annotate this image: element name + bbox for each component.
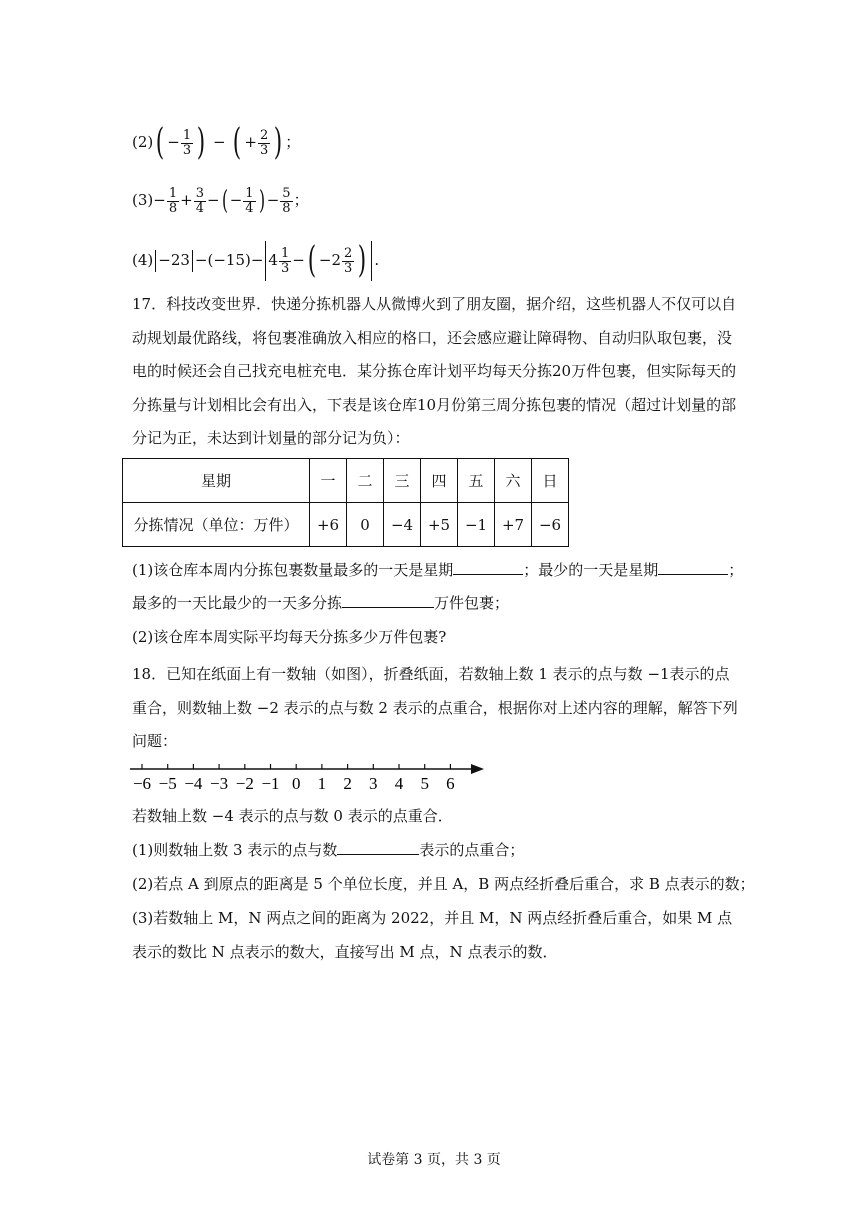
axis-tick-label: −2 [235, 774, 254, 793]
axis-tick-label: 0 [291, 774, 301, 793]
page-footer: 试卷第 3 页，共 3 页 [367, 1152, 501, 1168]
fraction: $\frac{5}{8}$ [282, 185, 291, 216]
axis-tick-label: 4 [394, 774, 404, 793]
q16-part4: (4) −23 −(−15)− 4 $\frac{1}{3}$ −( −2 $\frac{2}{3}$ ) . [132, 240, 380, 281]
axis-tick-label: 5 [420, 774, 429, 793]
q17-sub1: (1)该仓库本周内分拣包裹数量最多的一天是星期 ；最少的一天是星期 ； [132, 561, 744, 579]
row-label: 分拣情况（单位：万件） [123, 503, 310, 547]
arrow-head-icon [471, 764, 484, 774]
number-line [128, 756, 488, 796]
q18-sub1: (1)则数轴上数 3 表示的点与数 表示的点重合； [132, 841, 525, 859]
table-header: 二 [347, 459, 384, 503]
table-header: 一 [310, 459, 347, 503]
fraction: $\frac{1}{3}$ [280, 245, 290, 276]
axis-tick-label: 6 [446, 774, 455, 793]
fraction: $\frac{2}{3}$ [344, 245, 353, 276]
answer-blank[interactable] [658, 560, 728, 575]
sorting-table [122, 458, 569, 547]
axis-tick-label: −6 [132, 774, 152, 793]
q17-intro: 17．科技改变世界．快递分拣机器人从微博火到了朋友圈，据介绍，这些机器人不仅可以自动规划最优路线，将包裹准确放入相应的格口，还会感应避让障碍物、自动归队取包裹，没电的时候还会自己找充电桩充电．某分拣仓库计划平均每天分拣20万件包裹，但实际每天的分拣量与计划相比会有出入，下表是该仓库10月份第三周分拣包裹的情况（超过计划量的部分记为正，未达到计划量的部分记为负）： [132, 295, 737, 447]
q18-sub3: (3)若数轴上 M，N 两点之间的距离为 2022，并且 M，N 两点经折叠后重合，如果 M 点表示的数比 N 点表示的数大，直接写出 M 点，N 点表示的数． [132, 909, 733, 961]
table-cell: −1 [458, 503, 495, 547]
q16-part3: (3)− $\frac{1}{8}$ + $\frac{3}{4}$ −( − $\frac{1}{4}$ ) − $\frac{5}{8}$ ； [132, 185, 309, 216]
q16-part2: (2)( − $\frac{1}{3}$ ) − ( + $\frac{2}{3}$ ) ； [132, 122, 301, 163]
axis-tick-label: 2 [343, 774, 352, 793]
axis-tick-label: −3 [210, 774, 229, 793]
answer-blank[interactable] [453, 560, 523, 575]
table-cell: +5 [421, 503, 458, 547]
table-row [123, 459, 569, 503]
q18-condition: 若数轴上数 −4 表示的点与数 0 表示的点重合． [132, 807, 453, 825]
table-row [123, 503, 569, 547]
table-header: 四 [421, 459, 458, 503]
q18-intro: 18．已知在纸面上有一数轴（如图），折叠纸面，若数轴上数 1 表示的点与数 −1表示的点重合，则数轴上数 −2 表示的点与数 2 表示的点重合，根据你对上述内容的理解，解答下列问题： [132, 665, 738, 750]
axis-tick-label: −5 [158, 774, 177, 793]
fraction: $\frac{1}{8}$ [168, 185, 178, 216]
table-cell: +7 [495, 503, 532, 547]
axis-tick-label: 3 [369, 774, 378, 793]
q17-sub1-cont: 最多的一天比最少的一天多分拣 万件包裹； [132, 594, 510, 612]
table-header: 三 [384, 459, 421, 503]
table-cell: 0 [347, 503, 384, 547]
table-cell: −6 [532, 503, 569, 547]
fraction: $\frac{1}{3}$ [182, 127, 192, 158]
table-header: 星期 [123, 459, 310, 503]
table-cell: +6 [310, 503, 347, 547]
q18-sub2: (2)若点 A 到原点的距离是 5 个单位长度，并且 A，B 两点经折叠后重合，求 B 点表示的数； [132, 875, 755, 893]
axis-tick-label: 1 [317, 774, 327, 793]
axis-tick-label: −4 [184, 774, 203, 793]
table-header: 五 [458, 459, 495, 503]
q17-sub2: (2)该仓库本周实际平均每天分拣多少万件包裹? [132, 628, 447, 646]
answer-blank[interactable] [337, 840, 419, 855]
table-header: 日 [532, 459, 569, 503]
table-header: 六 [495, 459, 532, 503]
axis-tick-label: −1 [261, 774, 280, 793]
fraction: $\frac{3}{4}$ [195, 185, 204, 216]
fraction: $\frac{1}{4}$ [245, 185, 254, 216]
fraction: $\frac{2}{3}$ [259, 127, 269, 158]
answer-blank[interactable] [342, 593, 434, 608]
table-cell: −4 [384, 503, 421, 547]
